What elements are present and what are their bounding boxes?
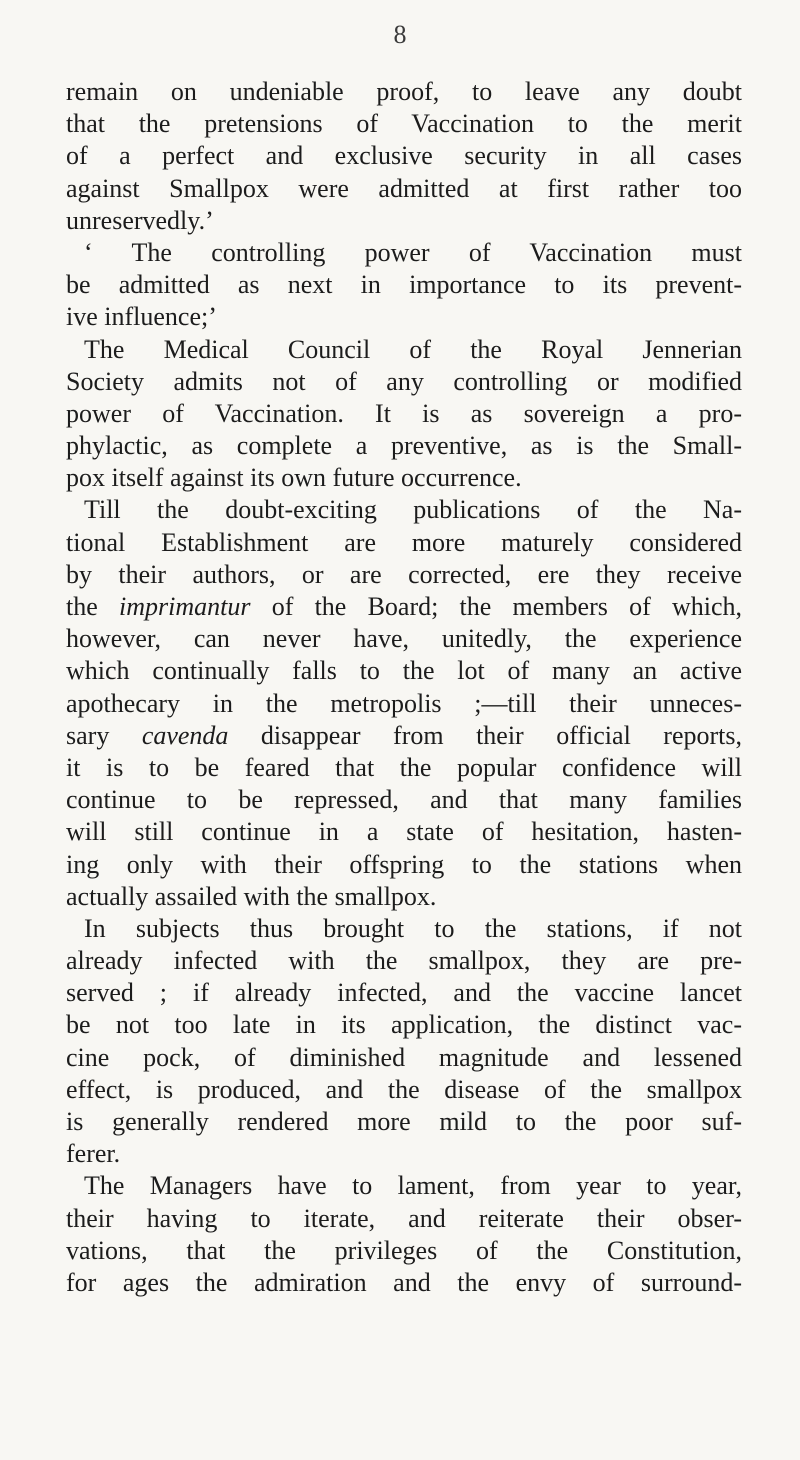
text-line: In subjects thus brought to the stations, if not (84, 913, 742, 943)
text-line: remain on undeniable proof, to leave any doubt (66, 77, 742, 106)
text-line: continue to be repressed, and that many families (66, 785, 742, 815)
text-line: tional Establishment are more maturely considered (66, 527, 742, 557)
text-line: power of Vaccination. It is as sovereign a pro- (66, 398, 742, 428)
text-line: against Smallpox were admitted at first rather too (66, 173, 742, 203)
text-line: by their authors, or are corrected, ere they receive (66, 559, 742, 589)
text-line: that the pretensions of Vaccination to the merit (66, 109, 742, 139)
text-line: actually assailed with the smallpox. (66, 881, 437, 911)
text-line: ‘ The controlling power of Vaccination must (84, 237, 742, 267)
text-line: pox itself against its own future occurrence. (66, 463, 522, 493)
text-line (66, 591, 742, 623)
text-line: be admitted as next in importance to its prevent- (66, 270, 742, 300)
text-segment: the (66, 592, 119, 621)
text-line: unreservedly.’ (66, 205, 214, 235)
text-line: Society admits not of any controlling or modified (66, 366, 742, 396)
text-segment: disappear from their official reports, (228, 720, 742, 750)
text-line: is generally rendered more mild to the poor suf- (66, 1107, 742, 1136)
italic-term: imprimantur (119, 592, 251, 621)
text-line: The Medical Council of the Royal Jennerian (84, 334, 742, 364)
text-line: already infected with the smallpox, they are pre- (66, 946, 742, 976)
text-line: effect, is produced, and the disease of the smallpox (66, 1074, 742, 1104)
text-line (66, 720, 742, 752)
text-line: their having to iterate, and reiterate their obser- (66, 1203, 742, 1233)
text-line: served ; if already infected, and the vaccine lancet (66, 978, 742, 1008)
text-line: ferer. (66, 1139, 121, 1169)
italic-term: cavenda (141, 720, 229, 750)
text-line: be not too late in its application, the distinct vac- (66, 1010, 742, 1040)
text-line: ing only with their offspring to the stations when (66, 849, 742, 879)
text-line: phylactic, as complete a preventive, as is the Small- (66, 431, 742, 461)
text-line: it is to be feared that the popular confidence will (66, 752, 742, 782)
text-line: ive influence;’ (66, 302, 217, 332)
text-line: will still continue in a state of hesitation, hasten- (66, 817, 742, 847)
text-line: for ages the admiration and the envy of surround- (66, 1267, 742, 1297)
text-segment: of the Board; the members of which, (250, 592, 743, 621)
page-number: 8 (393, 20, 407, 49)
text-line: vations, that the privileges of the Constitution, (66, 1235, 742, 1265)
text-line: which continually falls to the lot of many an active (66, 656, 742, 686)
text-line: apothecary in the metropolis ;—till their unneces- (66, 688, 742, 718)
text-line: Till the doubt-exciting publications of the Na- (84, 495, 742, 525)
text-segment: sary (66, 720, 142, 750)
text-line: of a perfect and exclusive security in all cases (66, 141, 742, 171)
text-line: cine pock, of diminished magnitude and lessened (66, 1042, 742, 1072)
text-line: The Managers have to lament, from year to year, (84, 1171, 742, 1201)
text-line: however, can never have, unitedly, the experience (66, 624, 742, 654)
body-text (66, 76, 742, 1299)
